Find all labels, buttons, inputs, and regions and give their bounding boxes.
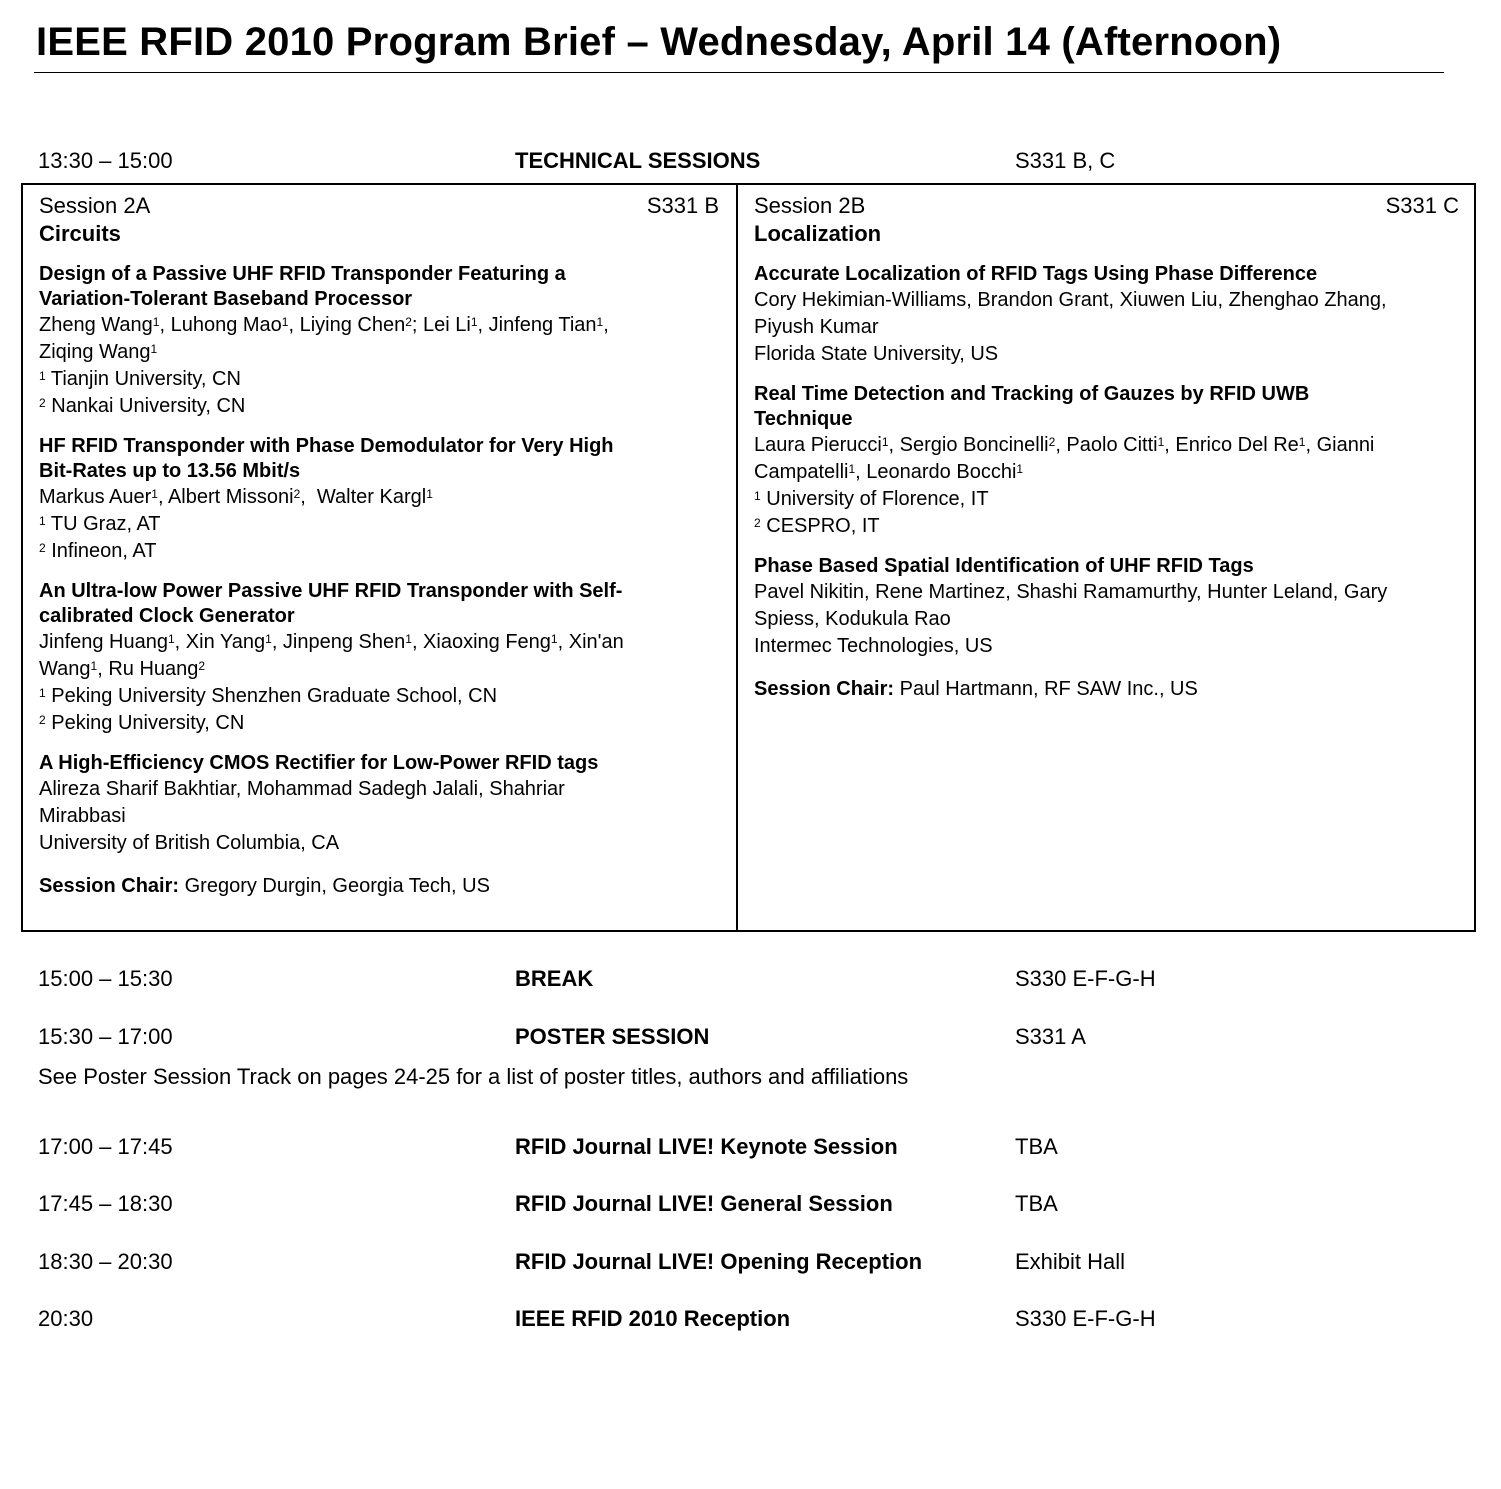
event-time: 18:30 – 20:30 [38,1249,173,1274]
paper-entry [39,262,719,420]
paper-title-line: Real Time Detection and Tracking of Gauzes by RFID UWB [754,383,1310,405]
paper-entry [754,262,1459,368]
sessions-table [21,183,1476,932]
paper-affiliations [754,341,1459,368]
paper-title [39,434,719,484]
event-name: RFID Journal LIVE! Opening Reception [515,1249,923,1274]
session-header [39,193,719,221]
author-line: Jinfeng Huang$^1$, Xin Yang$^1$, Jinpeng Shen$^1$, Xiaoxing Feng$^1$, Xin'an [39,631,624,653]
event-name: IEEE RFID 2010 Reception [515,1306,791,1331]
affiliation-line: $^2$ Infineon, AT [39,540,157,562]
author-line: Campatelli$^1$, Leonardo Bocchi$^1$ [754,461,1024,483]
session-chair-name: Paul Hartmann, RF SAW Inc., US [894,678,1198,700]
author-line: Alireza Sharif Bakhtiar, Mohammad Sadegh Jalali, Shahriar [39,778,565,800]
session-number: Session 2A [39,193,151,218]
event-time: 13:30 – 15:00 [38,148,173,173]
paper-title-line: Accurate Localization of RFID Tags Using Phase Difference [754,263,1318,285]
affiliation-line: $^1$ TU Graz, AT [39,513,161,535]
author-line: Mirabbasi [39,805,126,827]
paper-title-line: An Ultra-low Power Passive UHF RFID Transponder with Self- [39,580,623,602]
page-title: IEEE RFID 2010 Program Brief – Wednesday, April 14 (Afternoon) [36,20,1282,64]
column-divider [736,185,738,930]
session-2a-column [39,185,719,899]
event-name: POSTER SESSION [515,1024,710,1049]
event-time: 15:00 – 15:30 [38,966,173,991]
paper-title [39,579,719,629]
paper-authors [39,484,719,511]
paper-authors [39,776,719,830]
author-line: Wang$^1$, Ru Huang$^2$ [39,658,206,680]
paper-title-line: HF RFID Transponder with Phase Demodulator for Very High [39,435,614,457]
session-2b-column [754,185,1459,702]
author-line: Cory Hekimian-Williams, Brandon Grant, Xiuwen Liu, Zhenghao Zhang, [754,289,1387,311]
session-room: S331 B [646,193,719,218]
paper-title-line: calibrated Clock Generator [39,605,295,627]
affiliation-line: $^1$ Tianjin University, CN [39,368,241,390]
affiliation-line: Florida State University, US [754,343,999,365]
paper-entry [754,382,1459,540]
session-room: S331 C [1385,193,1459,218]
paper-authors [754,579,1459,633]
author-line: Piyush Kumar [754,316,879,338]
event-room: S331 B, C [1015,148,1116,173]
paper-authors [39,312,719,366]
title-underline [34,72,1444,73]
session-topic: Localization [754,221,882,246]
event-time: 20:30 [38,1306,94,1331]
event-room: S330 E-F-G-H [1015,1306,1156,1331]
author-line: Ziqing Wang$^1$ [39,341,158,363]
paper-affiliations [754,486,1459,540]
author-line: Spiess, Kodukula Rao [754,608,951,630]
session-chair-name: Gregory Durgin, Georgia Tech, US [179,875,490,897]
event-name: RFID Journal LIVE! Keynote Session [515,1134,898,1159]
event-room: TBA [1015,1191,1058,1216]
author-line: Pavel Nikitin, Rene Martinez, Shashi Ramamurthy, Hunter Leland, Gary [754,581,1388,603]
session-chair-label: Session Chair: [39,875,180,897]
paper-title [754,554,1459,579]
paper-entry [754,554,1459,660]
paper-title-line: Bit-Rates up to 13.56 Mbit/s [39,460,301,482]
paper-title-line: Variation-Tolerant Baseband Processor [39,288,413,310]
session-topic: Circuits [39,221,121,246]
author-line: Markus Auer$^1$, Albert Missoni$^2$, Walter Kargl$^1$ [39,486,433,508]
paper-entry [39,434,719,565]
poster-note: See Poster Session Track on pages 24-25 for a list of poster titles, authors and affiliations [38,1064,909,1089]
author-line: Zheng Wang$^1$, Luhong Mao$^1$, Liying Chen$^2$; Lei Li$^1$, Jinfeng Tian$^1$, [39,314,609,336]
event-room: S330 E-F-G-H [1015,966,1156,991]
event-time: 17:45 – 18:30 [38,1191,173,1216]
paper-authors [754,287,1459,341]
event-time: 17:00 – 17:45 [38,1134,173,1159]
author-line: Laura Pierucci$^1$, Sergio Boncinelli$^2$, Paolo Citti$^1$, Enrico Del Re$^1$, Gianni [754,434,1375,456]
session-chair-label: Session Chair: [754,678,895,700]
affiliation-line: University of British Columbia, CA [39,832,340,854]
paper-affiliations [39,683,719,737]
paper-entry [39,751,719,857]
session-chair [39,873,719,899]
paper-affiliations [39,366,719,420]
affiliation-line: Intermec Technologies, US [754,635,993,657]
paper-entry [39,579,719,737]
session-header [754,193,1459,221]
paper-title [39,262,719,312]
affiliation-line: $^2$ CESPRO, IT [754,515,880,537]
session-number: Session 2B [754,193,866,218]
paper-title-line: Phase Based Spatial Identification of UHF RFID Tags [754,555,1254,577]
paper-title [754,382,1459,432]
paper-authors [754,432,1459,486]
affiliation-line: $^1$ University of Florence, IT [754,488,989,510]
paper-affiliations [39,511,719,565]
paper-title [39,751,719,776]
event-room: S331 A [1015,1024,1086,1049]
affiliation-line: $^2$ Peking University, CN [39,712,245,734]
paper-affiliations [754,633,1459,660]
event-name: RFID Journal LIVE! General Session [515,1191,893,1216]
affiliation-line: $^2$ Nankai University, CN [39,395,246,417]
event-name: BREAK [515,966,594,991]
paper-title-line: A High-Efficiency CMOS Rectifier for Low-Power RFID tags [39,752,599,774]
paper-authors [39,629,719,683]
paper-title-line: Technique [754,408,853,430]
paper-title [754,262,1459,287]
event-room: TBA [1015,1134,1058,1159]
session-chair [754,676,1459,702]
event-time: 15:30 – 17:00 [38,1024,173,1049]
event-room: Exhibit Hall [1015,1249,1126,1274]
paper-title-line: Design of a Passive UHF RFID Transponder Featuring a [39,263,566,285]
event-name: TECHNICAL SESSIONS [515,148,761,173]
affiliation-line: $^1$ Peking University Shenzhen Graduate School, CN [39,685,498,707]
paper-affiliations [39,830,719,857]
